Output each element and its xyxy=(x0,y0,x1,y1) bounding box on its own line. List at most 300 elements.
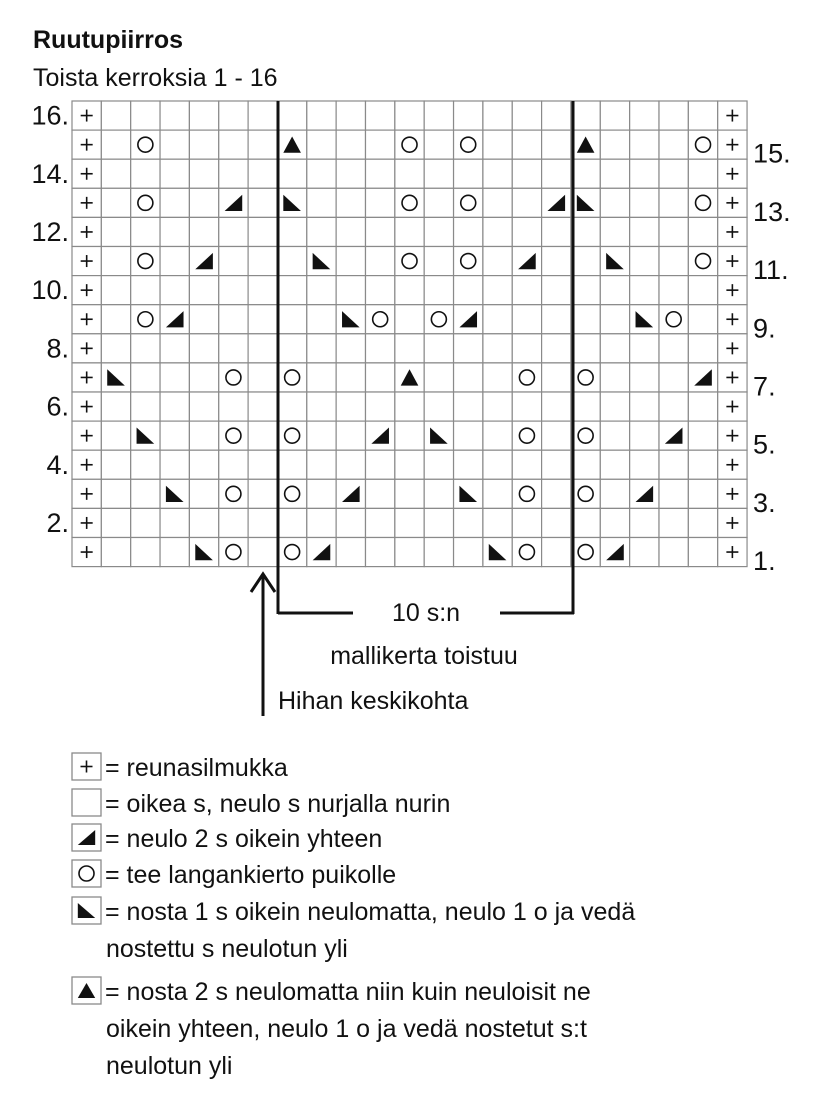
legend-item xyxy=(72,977,591,1080)
cell-r5-c1 xyxy=(72,421,101,450)
cell-r10-c19 xyxy=(600,276,629,305)
cell-r16-c18-box xyxy=(571,101,600,130)
cell-r7-c23 xyxy=(718,363,747,392)
cell-r9-c3 xyxy=(131,305,160,334)
cell-r11-c7 xyxy=(248,247,277,276)
cell-r15-c16 xyxy=(512,130,541,159)
cell-r9-c11-box xyxy=(366,305,395,334)
cell-r2-c6-box xyxy=(219,508,248,537)
cell-r13-c7 xyxy=(248,188,277,217)
cell-r3-c23 xyxy=(718,479,747,508)
legend-text: = nosta 2 s neulomatta niin kuin neuloisit ne xyxy=(105,978,591,1006)
cell-r11-c23 xyxy=(718,247,747,276)
legend-swatch xyxy=(72,860,101,887)
cell-r4-c20 xyxy=(630,450,659,479)
cell-r6-c2 xyxy=(101,392,130,421)
cell-r10-c15 xyxy=(483,276,512,305)
cell-r8-c7-box xyxy=(248,334,277,363)
cell-r7-c7-box xyxy=(248,363,277,392)
cell-r9-c10 xyxy=(336,305,365,334)
cell-r16-c12 xyxy=(395,101,424,130)
repeat-label-line2: mallikerta toistuu xyxy=(330,642,518,670)
cell-r8-c9 xyxy=(307,334,336,363)
row-number-right: 13. xyxy=(753,196,791,227)
cell-r12-c6 xyxy=(219,217,248,246)
cell-r3-c19-box xyxy=(600,479,629,508)
cell-r6-c10 xyxy=(336,392,365,421)
cell-r8-c7 xyxy=(248,334,277,363)
cell-r14-c7 xyxy=(248,159,277,188)
cell-r14-c12 xyxy=(395,159,424,188)
cell-r10-c22 xyxy=(688,276,717,305)
cell-r3-c3-box xyxy=(131,479,160,508)
cell-r15-c3 xyxy=(131,130,160,159)
cell-r10-c13-box xyxy=(424,276,453,305)
cell-r13-c18 xyxy=(571,188,600,217)
cell-r13-c1 xyxy=(72,188,101,217)
cell-r9-c17-box xyxy=(542,305,571,334)
cell-r1-c6-box xyxy=(219,538,248,567)
cell-r5-c8-box xyxy=(277,421,306,450)
cell-r7-c18-box xyxy=(571,363,600,392)
cell-r16-c5 xyxy=(189,101,218,130)
cell-r15-c10 xyxy=(336,130,365,159)
cell-r11-c8 xyxy=(277,247,306,276)
cell-r7-c2 xyxy=(101,363,130,392)
cell-r11-c13-box xyxy=(424,247,453,276)
legend-text: = neulo 2 s oikein yhteen xyxy=(105,825,383,853)
cell-r2-c4 xyxy=(160,508,189,537)
cell-r3-c1 xyxy=(72,479,101,508)
cell-r4-c2 xyxy=(101,450,130,479)
cell-r4-c14 xyxy=(454,450,483,479)
cell-r16-c15 xyxy=(483,101,512,130)
cell-r10-c6 xyxy=(219,276,248,305)
cell-r2-c1 xyxy=(72,508,101,537)
cell-r1-c4-box xyxy=(160,538,189,567)
cell-r15-c13-box xyxy=(424,130,453,159)
cell-r11-c17 xyxy=(542,247,571,276)
cell-r14-c12-box xyxy=(395,159,424,188)
cell-r4-c14-box xyxy=(454,450,483,479)
cell-r14-c4 xyxy=(160,159,189,188)
cell-r10-c4-box xyxy=(160,276,189,305)
cell-r15-c5 xyxy=(189,130,218,159)
cell-r8-c3 xyxy=(131,334,160,363)
cell-r2-c3-box xyxy=(131,508,160,537)
cell-r4-c23 xyxy=(718,450,747,479)
cell-r7-c19 xyxy=(600,363,629,392)
cell-r2-c2-box xyxy=(101,508,130,537)
cell-r13-c7-box xyxy=(248,188,277,217)
cell-r16-c19 xyxy=(600,101,629,130)
cell-r11-c16 xyxy=(512,247,541,276)
cell-r13-c17-box xyxy=(542,188,571,217)
cell-r11-c16-box xyxy=(512,247,541,276)
cell-r16-c14-box xyxy=(454,101,483,130)
cell-r11-c15 xyxy=(483,247,512,276)
cell-r6-c22-box xyxy=(688,392,717,421)
cell-r3-c19 xyxy=(600,479,629,508)
cell-r11-c19 xyxy=(600,247,629,276)
cell-r1-c16-box xyxy=(512,538,541,567)
cell-r1-c12 xyxy=(395,538,424,567)
cell-r12-c8 xyxy=(277,217,306,246)
cell-r6-c16 xyxy=(512,392,541,421)
cell-r13-c11-box xyxy=(366,188,395,217)
cell-r12-c22 xyxy=(688,217,717,246)
cell-r5-c4-box xyxy=(160,421,189,450)
cell-r3-c7 xyxy=(248,479,277,508)
cell-r16-c4-box xyxy=(160,101,189,130)
cell-r6-c15-box xyxy=(483,392,512,421)
cell-r8-c6-box xyxy=(219,334,248,363)
cell-r6-c11-box xyxy=(366,392,395,421)
row-number-left: 2. xyxy=(46,507,69,538)
legend-item xyxy=(72,824,382,853)
cell-r11-c5 xyxy=(189,247,218,276)
cell-r8-c11 xyxy=(366,334,395,363)
cell-r8-c11-box xyxy=(366,334,395,363)
cell-r2-c17 xyxy=(542,508,571,537)
cell-r14-c6 xyxy=(219,159,248,188)
cell-r2-c15 xyxy=(483,508,512,537)
cell-r14-c9 xyxy=(307,159,336,188)
cell-r2-c14-box xyxy=(454,508,483,537)
cell-r8-c4 xyxy=(160,334,189,363)
cell-r15-c13 xyxy=(424,130,453,159)
cell-r1-c11 xyxy=(366,538,395,567)
cell-r3-c16-box xyxy=(512,479,541,508)
cell-r8-c3-box xyxy=(131,334,160,363)
cell-r12-c11 xyxy=(366,217,395,246)
cell-r8-c20 xyxy=(630,334,659,363)
cell-r4-c12 xyxy=(395,450,424,479)
cell-r7-c9 xyxy=(307,363,336,392)
row-number-right: 15. xyxy=(753,138,791,169)
cell-r5-c14-box xyxy=(454,421,483,450)
cell-r16-c8-box xyxy=(277,101,306,130)
cell-r11-c2-box xyxy=(101,247,130,276)
cell-r3-c17 xyxy=(542,479,571,508)
cell-r8-c8-box xyxy=(277,334,306,363)
cell-r10-c16 xyxy=(512,276,541,305)
cell-r7-c8 xyxy=(277,363,306,392)
cell-r2-c18-box xyxy=(571,508,600,537)
cell-r13-c10-box xyxy=(336,188,365,217)
cell-r11-c13 xyxy=(424,247,453,276)
cell-r9-c20 xyxy=(630,305,659,334)
cell-r4-c9-box xyxy=(307,450,336,479)
cell-r7-c19-box xyxy=(600,363,629,392)
cell-r15-c17-box xyxy=(542,130,571,159)
cell-r3-c18 xyxy=(571,479,600,508)
cell-r16-c16-box xyxy=(512,101,541,130)
cell-r3-c15-box xyxy=(483,479,512,508)
cell-r7-c11 xyxy=(366,363,395,392)
cell-r7-c10 xyxy=(336,363,365,392)
cell-r11-c20 xyxy=(630,247,659,276)
cell-r15-c19 xyxy=(600,130,629,159)
cell-r6-c17-box xyxy=(542,392,571,421)
cell-r3-c6 xyxy=(219,479,248,508)
cell-r2-c9-box xyxy=(307,508,336,537)
cell-r5-c4 xyxy=(160,421,189,450)
cell-r14-c19-box xyxy=(600,159,629,188)
cell-r10-c14 xyxy=(454,276,483,305)
cell-r12-c12-box xyxy=(395,217,424,246)
cell-r6-c14-box xyxy=(454,392,483,421)
cell-r1-c14 xyxy=(454,538,483,567)
cell-r16-c2-box xyxy=(101,101,130,130)
cell-r12-c15-box xyxy=(483,217,512,246)
cell-r11-c2 xyxy=(101,247,130,276)
cell-r5-c2-box xyxy=(101,421,130,450)
cell-r13-c15-box xyxy=(483,188,512,217)
cell-r13-c17 xyxy=(542,188,571,217)
cell-r14-c14 xyxy=(454,159,483,188)
cell-r12-c12 xyxy=(395,217,424,246)
cell-r6-c12-box xyxy=(395,392,424,421)
cell-r8-c4-box xyxy=(160,334,189,363)
cell-r10-c3 xyxy=(131,276,160,305)
cell-r14-c10-box xyxy=(336,159,365,188)
cell-r3-c2-box xyxy=(101,479,130,508)
cell-r5-c13 xyxy=(424,421,453,450)
cell-r9-c9 xyxy=(307,305,336,334)
cell-r7-c1 xyxy=(72,363,101,392)
cell-r7-c22 xyxy=(688,363,717,392)
cell-r3-c8 xyxy=(277,479,306,508)
cell-r10-c1 xyxy=(72,276,101,305)
cell-r3-c7-box xyxy=(248,479,277,508)
cell-r7-c22-box xyxy=(688,363,717,392)
cell-r6-c3 xyxy=(131,392,160,421)
cell-r16-c19-box xyxy=(600,101,629,130)
legend-item xyxy=(72,753,288,782)
cell-r4-c3-box xyxy=(131,450,160,479)
cell-r6-c4-box xyxy=(160,392,189,421)
cell-r6-c3-box xyxy=(131,392,160,421)
cell-r3-c9-box xyxy=(307,479,336,508)
cell-r15-c20 xyxy=(630,130,659,159)
cell-r9-c4 xyxy=(160,305,189,334)
cell-r3-c21 xyxy=(659,479,688,508)
cell-r4-c15 xyxy=(483,450,512,479)
cell-r8-c5 xyxy=(189,334,218,363)
cell-r13-c19-box xyxy=(600,188,629,217)
cell-r8-c14-box xyxy=(454,334,483,363)
cell-r10-c14-box xyxy=(454,276,483,305)
cell-r8-c20-box xyxy=(630,334,659,363)
legend-text: oikein yhteen, neulo 1 o ja vedä nostetut s:t xyxy=(106,1015,587,1043)
cell-r7-c6 xyxy=(219,363,248,392)
cell-r4-c21-box xyxy=(659,450,688,479)
cell-r15-c6-box xyxy=(219,130,248,159)
cell-r2-c7-box xyxy=(248,508,277,537)
cell-r11-c12 xyxy=(395,247,424,276)
cell-r1-c21 xyxy=(659,538,688,567)
row-number-right: 9. xyxy=(753,313,776,344)
cell-r5-c10-box xyxy=(336,421,365,450)
cell-r13-c20 xyxy=(630,188,659,217)
cell-r4-c5 xyxy=(189,450,218,479)
cell-r6-c7-box xyxy=(248,392,277,421)
cell-r12-c7 xyxy=(248,217,277,246)
cell-r6-c18-box xyxy=(571,392,600,421)
cell-r12-c1 xyxy=(72,217,101,246)
cell-r2-c19 xyxy=(600,508,629,537)
cell-r8-c12 xyxy=(395,334,424,363)
cell-r14-c13 xyxy=(424,159,453,188)
cell-r6-c8 xyxy=(277,392,306,421)
cell-r15-c3-box xyxy=(131,130,160,159)
cell-r5-c20 xyxy=(630,421,659,450)
cell-r8-c5-box xyxy=(189,334,218,363)
legend-item xyxy=(72,897,635,963)
cell-r13-c11 xyxy=(366,188,395,217)
cell-r13-c14-box xyxy=(454,188,483,217)
cell-r6-c9-box xyxy=(307,392,336,421)
cell-r15-c23 xyxy=(718,130,747,159)
cell-r11-c21-box xyxy=(659,247,688,276)
cell-r8-c2 xyxy=(101,334,130,363)
cell-r2-c9 xyxy=(307,508,336,537)
legend-text: = reunasilmukka xyxy=(105,754,288,782)
cell-r12-c3 xyxy=(131,217,160,246)
cell-r8-c14 xyxy=(454,334,483,363)
cell-r9-c8-box xyxy=(277,305,306,334)
cell-r8-c17 xyxy=(542,334,571,363)
cell-r4-c2-box xyxy=(101,450,130,479)
cell-r13-c12 xyxy=(395,188,424,217)
cell-r4-c11-box xyxy=(366,450,395,479)
cell-r12-c3-box xyxy=(131,217,160,246)
cell-r6-c13-box xyxy=(424,392,453,421)
cell-r13-c4 xyxy=(160,188,189,217)
cell-r9-c1 xyxy=(72,305,101,334)
cell-r14-c20-box xyxy=(630,159,659,188)
cell-r9-c13-box xyxy=(424,305,453,334)
cell-r3-c11 xyxy=(366,479,395,508)
cell-r11-c18-box xyxy=(571,247,600,276)
cell-r7-c10-box xyxy=(336,363,365,392)
cell-r11-c10-box xyxy=(336,247,365,276)
cell-r5-c23 xyxy=(718,421,747,450)
row-number-left: 12. xyxy=(31,216,69,247)
cell-r4-c10-box xyxy=(336,450,365,479)
cell-r6-c4 xyxy=(160,392,189,421)
cell-r2-c15-box xyxy=(483,508,512,537)
cell-r14-c5 xyxy=(189,159,218,188)
cell-r16-c11 xyxy=(366,101,395,130)
cell-r4-c17-box xyxy=(542,450,571,479)
cell-r15-c4 xyxy=(160,130,189,159)
cell-r9-c9-box xyxy=(307,305,336,334)
cell-r1-c16 xyxy=(512,538,541,567)
cell-r5-c19 xyxy=(600,421,629,450)
cell-r12-c5-box xyxy=(189,217,218,246)
cell-r13-c13-box xyxy=(424,188,453,217)
cell-r6-c13 xyxy=(424,392,453,421)
cell-r9-c6 xyxy=(219,305,248,334)
cell-r1-c22-box xyxy=(688,538,717,567)
cell-r14-c11 xyxy=(366,159,395,188)
row-number-left: 16. xyxy=(31,100,69,131)
cell-r15-c15-box xyxy=(483,130,512,159)
cell-r7-c17-box xyxy=(542,363,571,392)
legend-text: neulotun yli xyxy=(106,1052,233,1080)
cell-r16-c20-box xyxy=(630,101,659,130)
cell-r8-c10 xyxy=(336,334,365,363)
cell-r3-c10-box xyxy=(336,479,365,508)
cell-r3-c14 xyxy=(454,479,483,508)
cell-r10-c15-box xyxy=(483,276,512,305)
cell-r7-c5-box xyxy=(189,363,218,392)
cell-r15-c7-box xyxy=(248,130,277,159)
cell-r16-c10-box xyxy=(336,101,365,130)
cell-r10-c10 xyxy=(336,276,365,305)
cell-r2-c10 xyxy=(336,508,365,537)
cell-r4-c12-box xyxy=(395,450,424,479)
cell-r13-c2 xyxy=(101,188,130,217)
cell-r7-c20 xyxy=(630,363,659,392)
cell-r12-c5 xyxy=(189,217,218,246)
cell-r9-c13 xyxy=(424,305,453,334)
cell-r2-c11-box xyxy=(366,508,395,537)
cell-r1-c2-box xyxy=(101,538,130,567)
cell-r15-c1 xyxy=(72,130,101,159)
cell-r10-c18 xyxy=(571,276,600,305)
cell-r15-c7 xyxy=(248,130,277,159)
cell-r3-c9 xyxy=(307,479,336,508)
cell-r16-c2 xyxy=(101,101,130,130)
cell-r4-c18-box xyxy=(571,450,600,479)
cell-r10-c10-box xyxy=(336,276,365,305)
cell-r6-c8-box xyxy=(277,392,306,421)
cell-r8-c16 xyxy=(512,334,541,363)
cell-r11-c9 xyxy=(307,247,336,276)
cell-r14-c4-box xyxy=(160,159,189,188)
row-number-left: 6. xyxy=(46,391,69,422)
cell-r13-c10 xyxy=(336,188,365,217)
cell-r9-c23 xyxy=(718,305,747,334)
cell-r9-c2 xyxy=(101,305,130,334)
cell-r3-c13-box xyxy=(424,479,453,508)
cell-r3-c16 xyxy=(512,479,541,508)
cell-r10-c17 xyxy=(542,276,571,305)
cell-r11-c6-box xyxy=(219,247,248,276)
cell-r5-c5 xyxy=(189,421,218,450)
cell-r3-c6-box xyxy=(219,479,248,508)
cell-r1-c10 xyxy=(336,538,365,567)
cell-r12-c20-box xyxy=(630,217,659,246)
cell-r7-c14 xyxy=(454,363,483,392)
cell-r13-c19 xyxy=(600,188,629,217)
cell-r16-c15-box xyxy=(483,101,512,130)
cell-r14-c7-box xyxy=(248,159,277,188)
cell-r15-c22-box xyxy=(688,130,717,159)
cell-r11-c22-box xyxy=(688,247,717,276)
cell-r4-c4-box xyxy=(160,450,189,479)
cell-r10-c9 xyxy=(307,276,336,305)
cell-r12-c16-box xyxy=(512,217,541,246)
cell-r15-c21-box xyxy=(659,130,688,159)
cell-r10-c20-box xyxy=(630,276,659,305)
cell-r10-c11 xyxy=(366,276,395,305)
cell-r12-c23 xyxy=(718,217,747,246)
cell-r2-c17-box xyxy=(542,508,571,537)
